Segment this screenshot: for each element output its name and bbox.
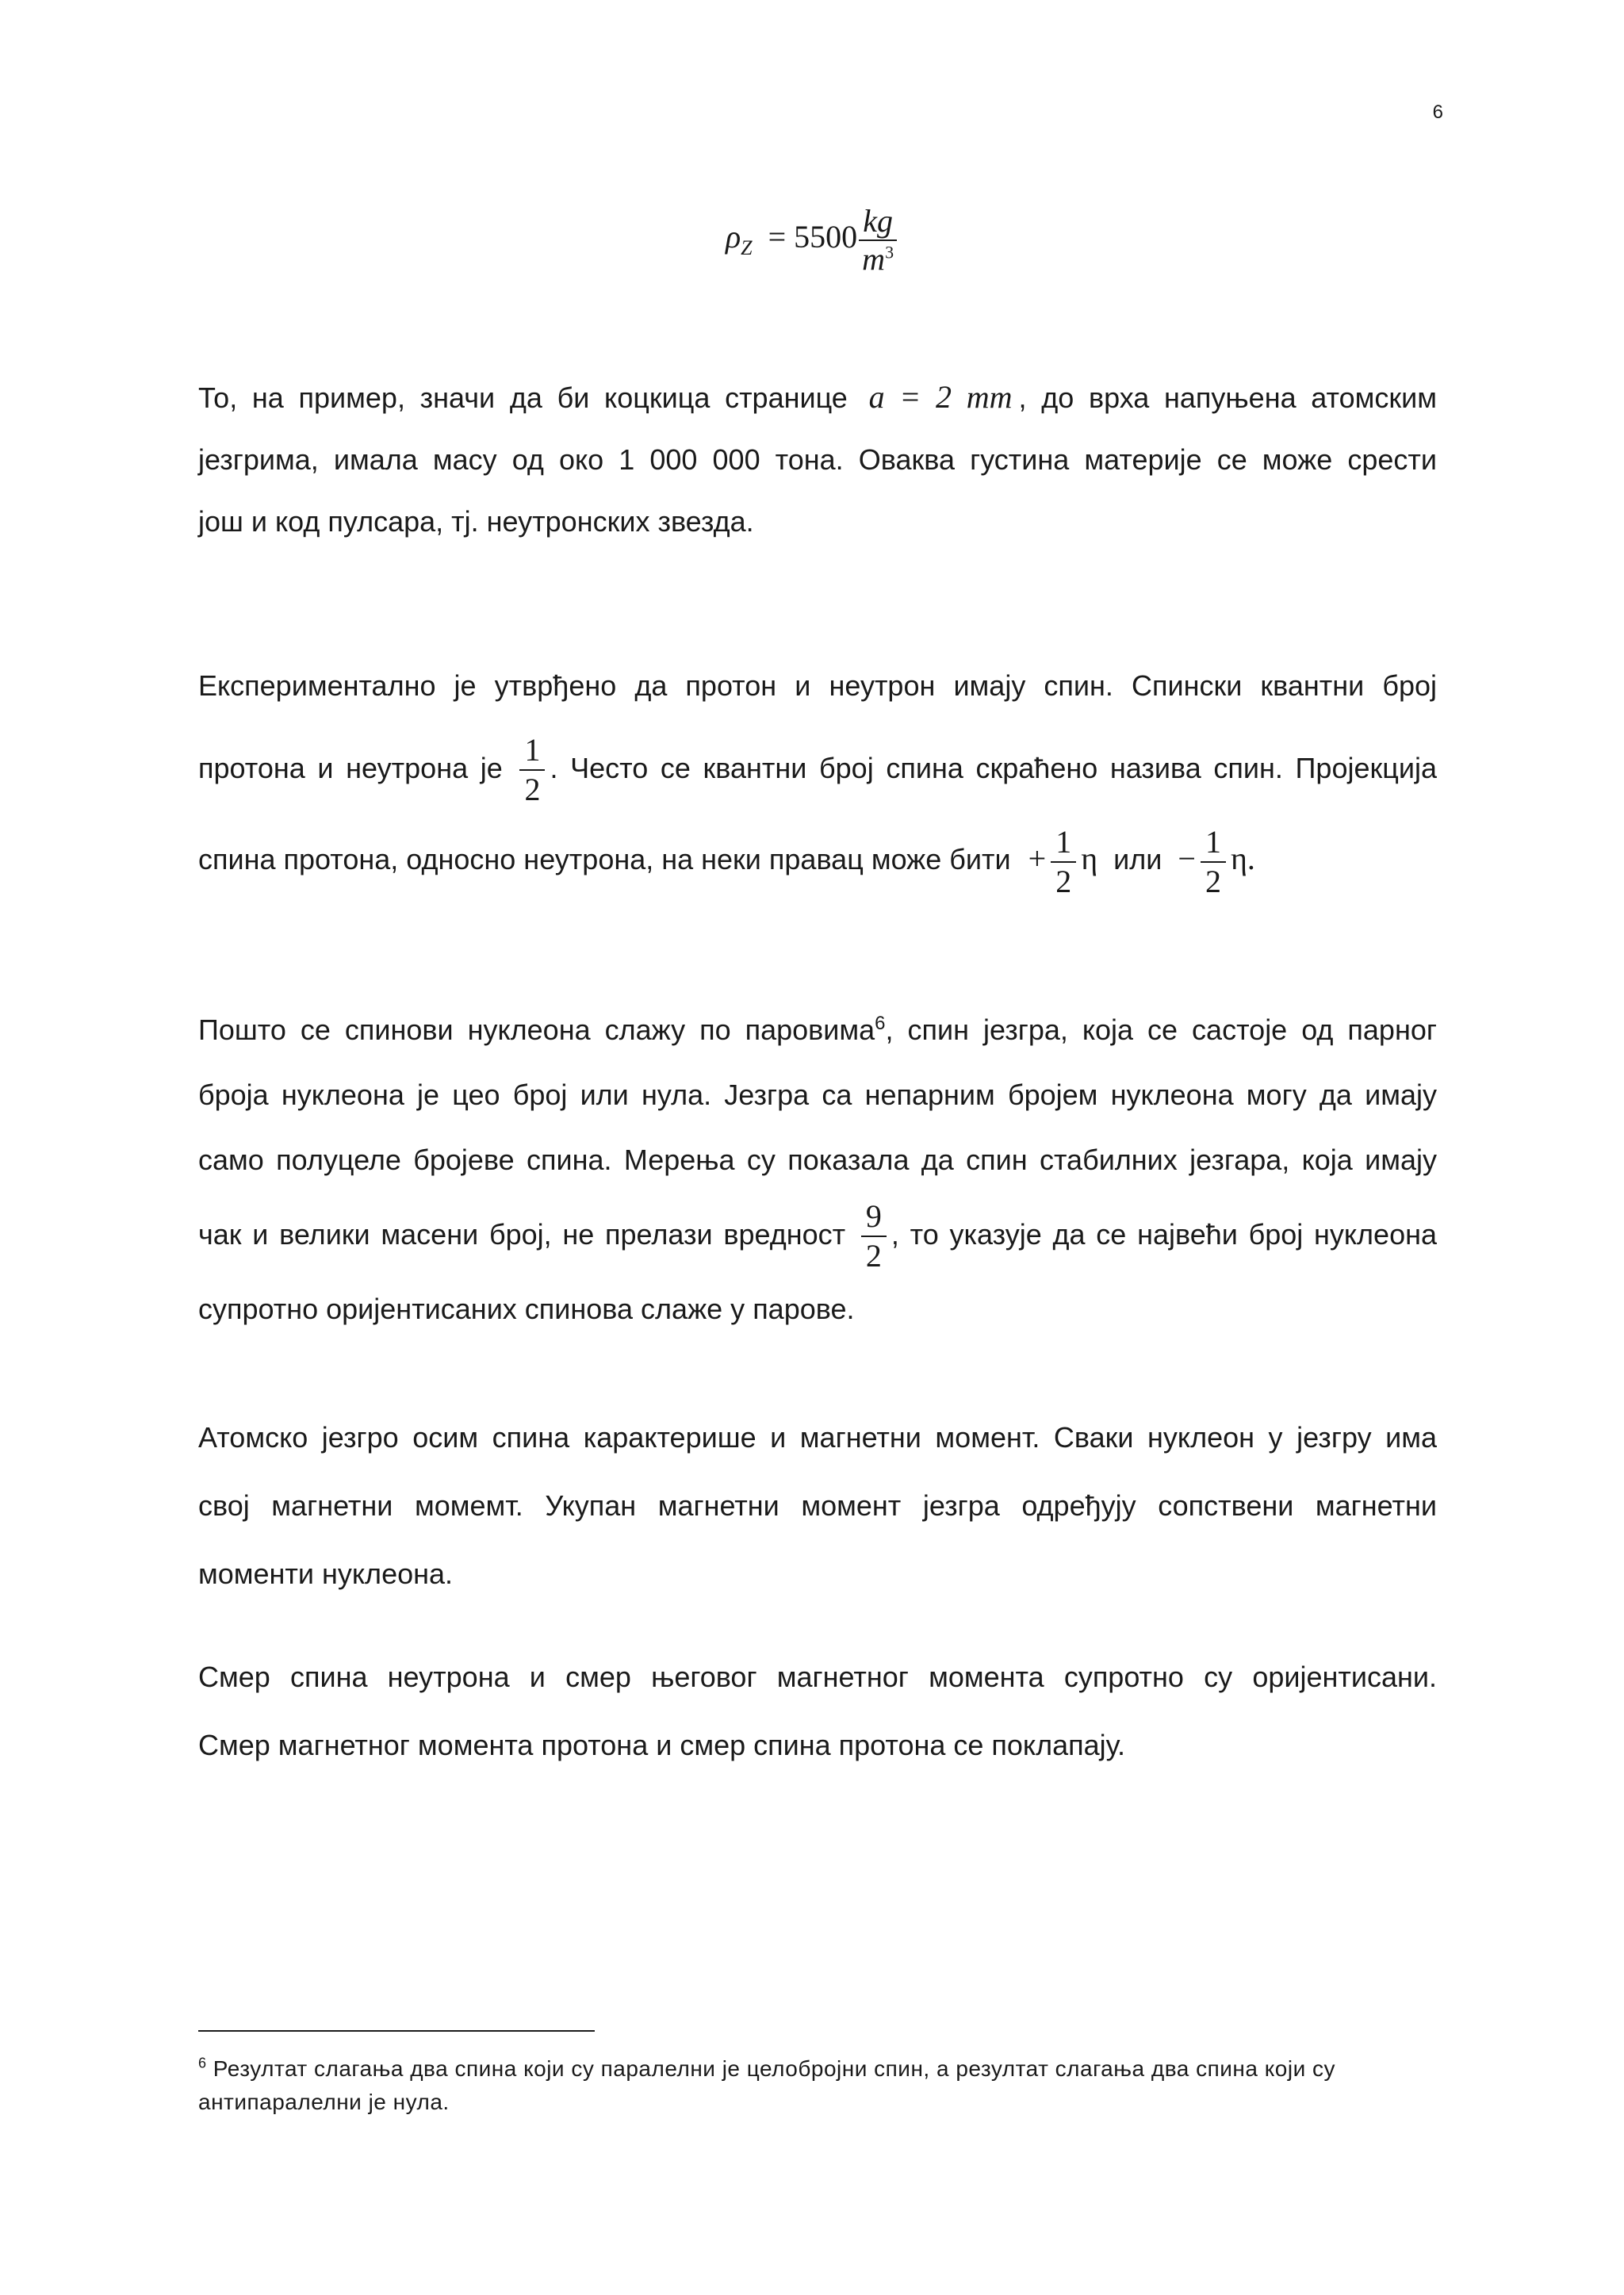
rho-symbol: ρ (725, 219, 741, 255)
text-line: Експериментално је утврђено да протон и неутрон имају спин. Спински квантни број (198, 669, 1437, 702)
paragraph-spin (198, 666, 1437, 903)
cube-side-formula: a = 2 mm (868, 379, 1013, 415)
unit-fraction (859, 205, 897, 276)
text-line: чак и велики масени број, не прелази вредност $\frac{9}{2}$ , то указује да се највећи број нуклеона (198, 1198, 1438, 1274)
text-line: свој магнетни момемт. Укупан магнетни момент језгра одређују сопствени магнетни (198, 1489, 1437, 1522)
unit-denominator: $m^3$ (862, 241, 894, 277)
text-line: Смер магнетног момента протона и смер спина протона се поклапају. (198, 1729, 1126, 1761)
density-formula (0, 205, 1624, 276)
half-fraction: $\frac{1}{2}$ (519, 733, 545, 807)
text-line: Пошто се спинови нуклеона слажу по паровима$^6$, спин језгра, која се састоје од парног (198, 1013, 1437, 1046)
paragraph-nucleon-pairs (198, 998, 1437, 1342)
unit-numerator: kg (859, 205, 897, 241)
nine-halves-fraction: $\frac{9}{2}$ (861, 1199, 887, 1274)
footnote-text: Резултат слагања два спина који су паралелни је целобројни спин, а резултат слагања два спина који су антипаралелни је нула. (198, 2056, 1335, 2114)
density-value: 5500 (794, 219, 858, 255)
footnote-separator (198, 2030, 595, 2032)
text-line: супротно оријентисаних спинова слаже у парове. (198, 1293, 855, 1325)
text-line: протона и неутрона је $\frac{1}{2}$ . Често се квантни број спина скраћено назива спин. Пројекција (198, 732, 1437, 808)
paragraph-magnetic-moment (198, 1404, 1437, 1608)
text-line: броја нуклеона је цео број или нула. Језгра са непарним бројем нуклеона могу да имају (198, 1079, 1437, 1111)
text-line: То, на пример, значи да би коцкица странице a = 2 mm , до врха напуњена атомским (198, 379, 1438, 415)
text-line: спина протона, односно неутрона, на неки правац може бити + $\frac{1}{2}$ η или − $\frac{1}{2}$ η. (198, 823, 1255, 899)
footnote-reference: 6 (875, 1013, 886, 1034)
text-line: Смер спина неутрона и смер његовог магнетног момента супротно су оријентисани. (198, 1661, 1437, 1693)
footnote (198, 2052, 1437, 2119)
text-line: само полуцеле бројеве спина. Мерења су показала да спин стабилних језгара, која имају (198, 1144, 1437, 1176)
paragraph-spin-direction (198, 1643, 1437, 1780)
minus-half-fraction: $\frac{1}{2}$ (1201, 825, 1226, 899)
paragraph-density-example (198, 366, 1437, 553)
text-line: језгрима, имала масу од око 1 000 000 тона. Оваква густина материје се може срести (198, 443, 1437, 476)
rho-subscript: Z (741, 236, 753, 260)
text-line: моменти нуклеона. (198, 1557, 454, 1590)
text-line: још и код пулсара, тј. неутронских звезда. (198, 505, 754, 538)
plus-half-fraction: $\frac{1}{2}$ (1051, 825, 1076, 899)
footnote-marker: 6 (198, 2055, 207, 2071)
equals-sign: = (768, 219, 787, 255)
page-number: 6 (1432, 102, 1443, 123)
text-line: Атомско језгро осим спина карактерише и магнетни момент. Сваки нуклеон у језгру има (198, 1421, 1437, 1454)
